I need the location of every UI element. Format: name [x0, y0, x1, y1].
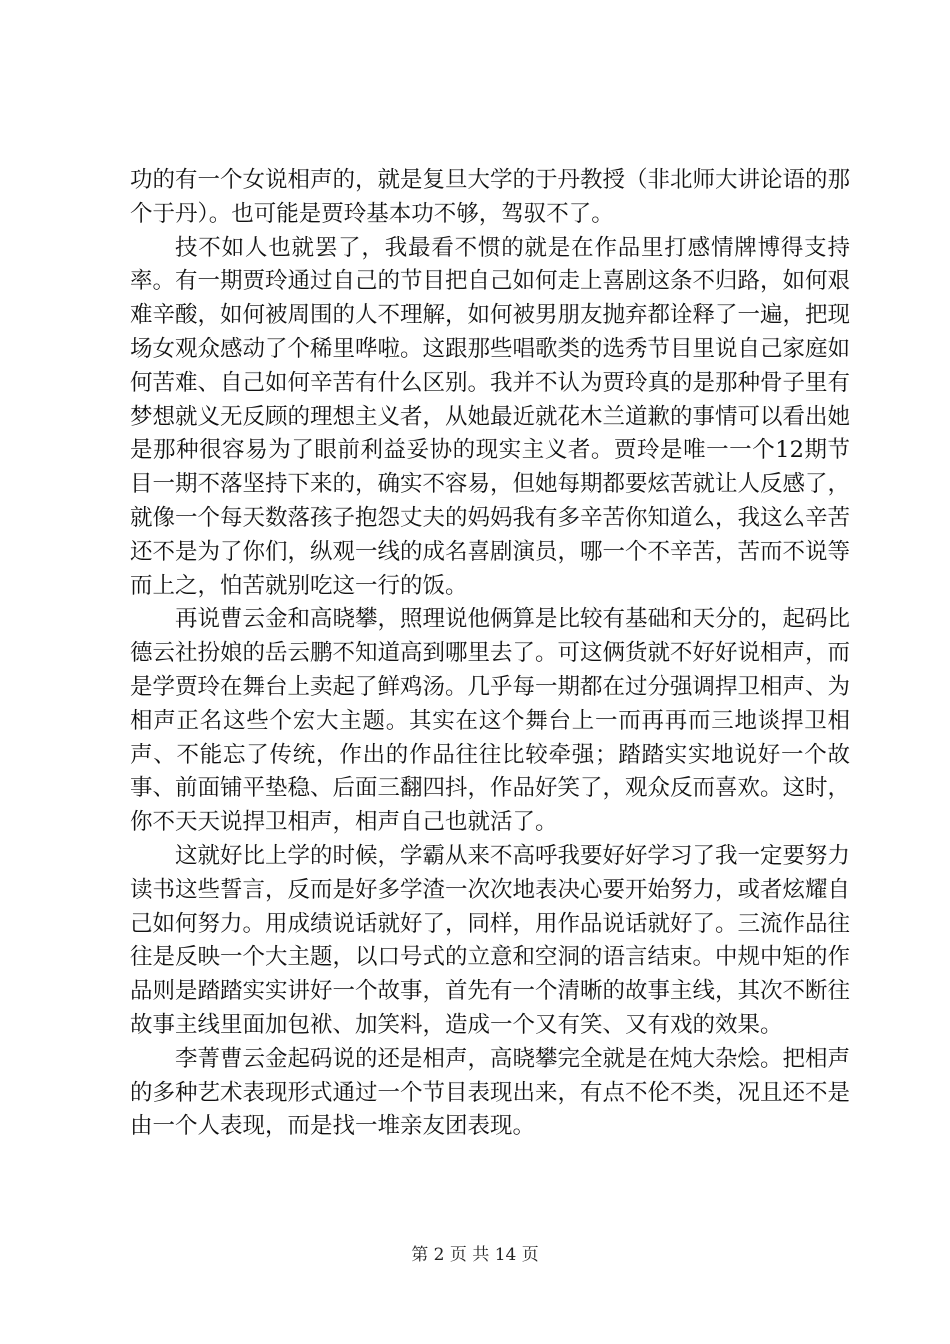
paragraph: 技不如人也就罢了，我最看不惯的就是在作品里打感情牌博得支持率。有一期贾玲通过自己的节目把自己如何走上喜剧这条不归路，如何艰难辛酸，如何被周围的人不理解，如何被男朋友抛弃都诠释了一遍，把现场女观众感动了个稀里哗啦。这跟那些唱歌类的选秀节目里说自己家庭如何苦难、自己如何辛苦有什么区别。我并不认为贾玲真的是那种骨子里有梦想就义无反顾的理想主义者，从她最近就花木兰道歉的事情可以看出她是那种很容易为了眼前利益妥协的现实主义者。贾玲是唯一一个12期节目一期不落坚持下来的，确实不容易，但她每期都要炫苦就让人反感了，就像一个每天数落孩子抱怨丈夫的妈妈我有多辛苦你知道么，我这么辛苦还不是为了你们，纵观一线的成名喜剧演员，哪一个不辛苦，苦而不说等而上之，怕苦就别吃这一行的饭。 [130, 234, 851, 599]
paragraph: 再说曹云金和高晓攀，照理说他俩算是比较有基础和天分的，起码比德云社扮娘的岳云鹏不知道高到哪里去了。可这俩货就不好好说相声，而是学贾玲在舞台上卖起了鲜鸡汤。几乎每一期都在过分强调捍卫相声、为相声正名这些个宏大主题。其实在这个舞台上一而再再而三地谈捍卫相声、不能忘了传统，作出的作品往往比较牵强；踏踏实实地说好一个故事、前面铺平垫稳、后面三翻四抖，作品好笑了，观众反而喜欢。这时，你不天天说捍卫相声，相声自己也就活了。 [130, 606, 851, 836]
paragraph: 这就好比上学的时候，学霸从来不高呼我要好好学习了我一定要努力读书这些誓言，反而是好多学渣一次次地表决心要开始努力，或者炫耀自己如何努力。用成绩说话就好了，同样，用作品说话就好了。三流作品往往是反映一个大主题，以口号式的立意和空洞的语言结束。中规中矩的作品则是踏踏实实讲好一个故事，首先有一个清晰的故事主线，其次不断往故事主线里面加包袱、加笑料，造成一个又有笑、又有戏的效果。 [130, 842, 851, 1038]
paragraph-continuation: 功的有一个女说相声的，就是复旦大学的于丹教授（非北师大讲论语的那个于丹）。也可能是贾玲基本功不够，驾驭不了。 [130, 167, 851, 227]
document-body [130, 164, 850, 1144]
paragraph: 李菁曹云金起码说的还是相声，高晓攀完全就是在炖大杂烩。把相声的多种艺术表现形式通过一个节目表现出来，有点不伦不类，况且还不是由一个人表现，而是找一堆亲友团表现。 [130, 1045, 851, 1140]
page-number-footer: 第 2 页 共 14 页 [411, 1245, 539, 1265]
